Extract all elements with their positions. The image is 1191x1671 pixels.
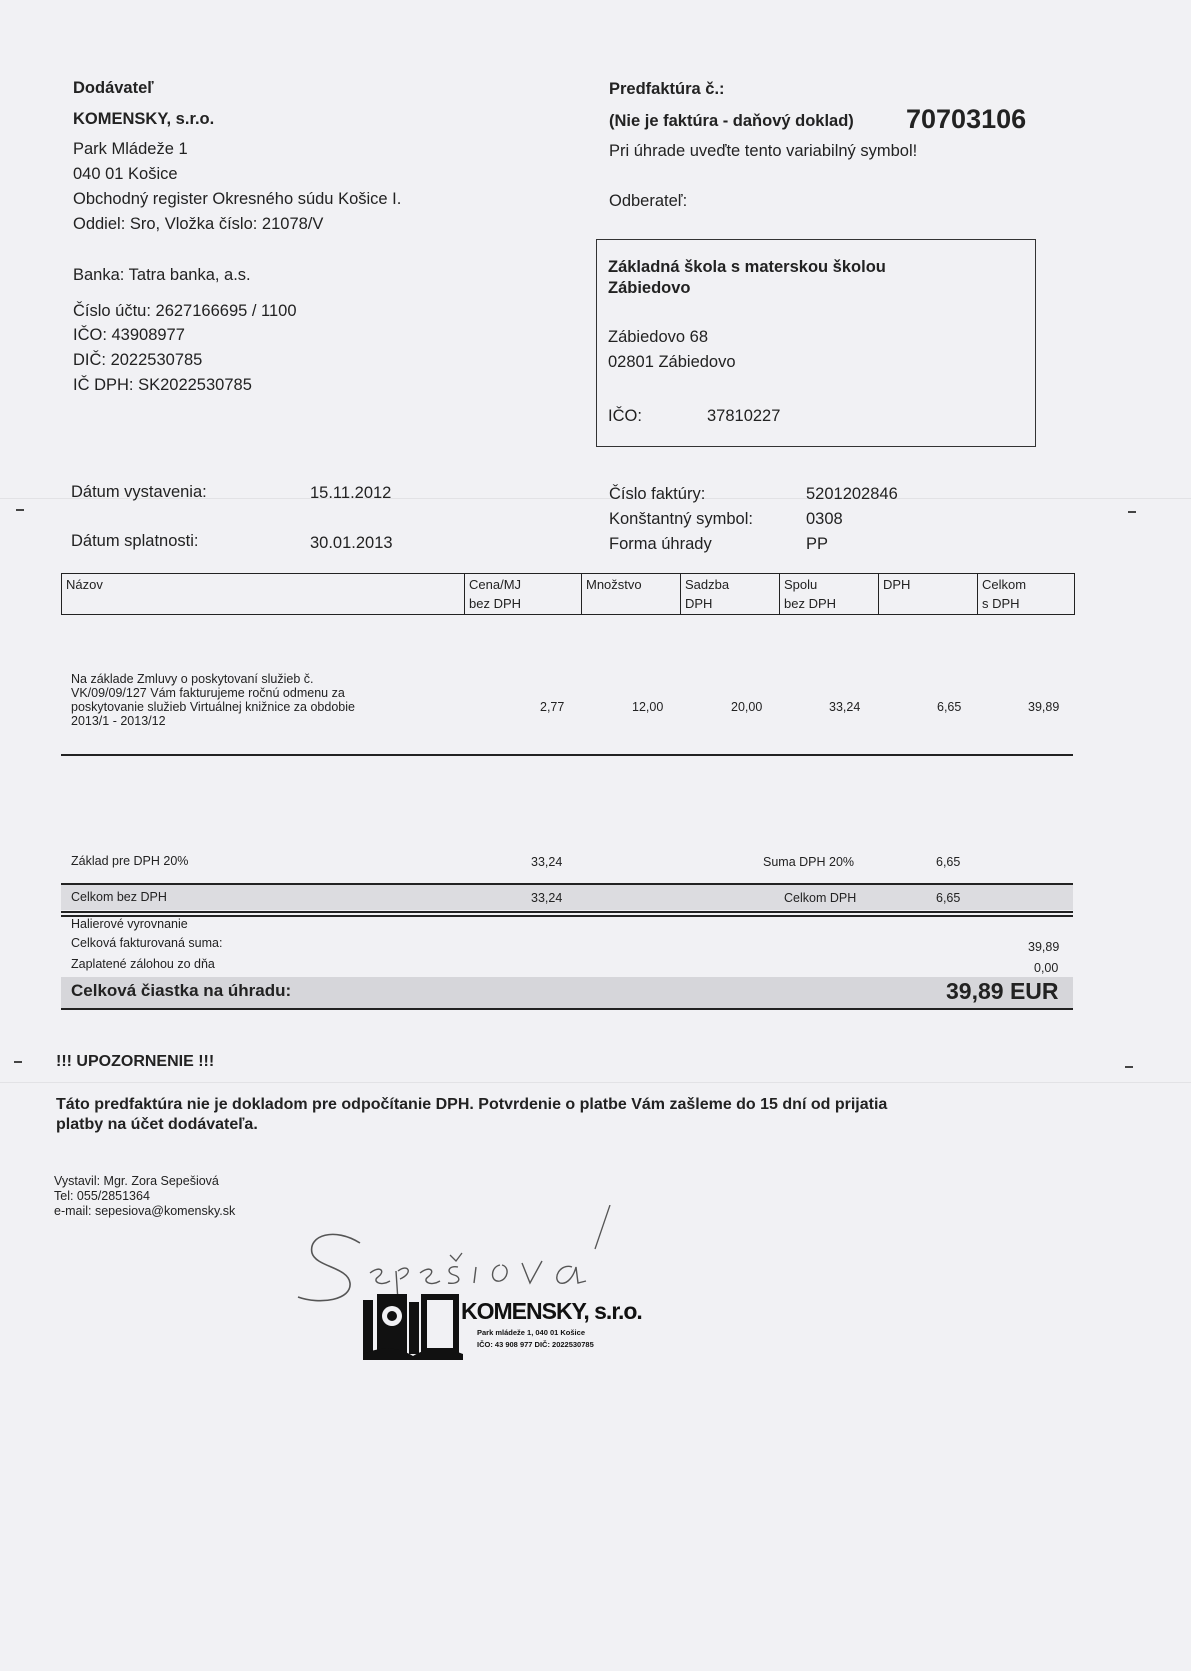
item-description-line: VK/09/09/127 Vám fakturujeme ročnú odmenu za <box>71 686 345 700</box>
supplier-street: Park Mládeže 1 <box>73 140 188 158</box>
due-date-value: 30.01.2013 <box>310 534 393 552</box>
supplier-heading: Dodávateľ <box>73 79 154 97</box>
issuer-email: e-mail: sepesiova@komensky.sk <box>54 1204 236 1218</box>
column-header-subtotal: Spolu bez DPH <box>779 574 878 614</box>
column-header-name: Názov <box>66 577 103 592</box>
issuer-name: Vystavil: Mgr. Zora Sepešiová <box>54 1174 219 1188</box>
proforma-title: Predfaktúra č.: <box>609 80 725 98</box>
customer-name-line1: Základná škola s materskou školou <box>608 258 886 276</box>
net-total-label: Celkom bez DPH <box>71 890 167 904</box>
proforma-number: 70703106 <box>906 104 1027 134</box>
column-header-vat: DPH <box>878 574 977 614</box>
column-header-total: Celkom s DPH <box>977 574 1074 614</box>
margin-dash <box>16 509 24 511</box>
stamp-ids: IČO: 43 908 977 DIČ: 2022530785 <box>477 1340 594 1349</box>
invoiced-sum-label: Celková fakturovaná suma: <box>71 936 223 950</box>
payment-form-label: Forma úhrady <box>609 535 712 553</box>
summary-divider <box>61 1008 1073 1010</box>
constant-symbol-label: Konštantný symbol: <box>609 510 753 528</box>
customer-street: Zábiedovo 68 <box>608 328 708 346</box>
supplier-account: Číslo účtu: 2627166695 / 1100 <box>73 302 297 320</box>
issue-date-label: Dátum vystavenia: <box>71 483 207 501</box>
vat-sum-value: 6,65 <box>936 855 961 869</box>
constant-symbol-value: 0308 <box>806 510 843 528</box>
item-subtotal: 33,24 <box>829 700 861 714</box>
vat-base-label: Základ pre DPH 20% <box>71 854 189 868</box>
item-description-line: Na základe Zmluvy o poskytovaní služieb č. <box>71 672 314 686</box>
margin-dash <box>1128 511 1136 513</box>
advance-paid-value: 0,00 <box>1034 961 1059 975</box>
net-total-value: 33,24 <box>531 891 563 905</box>
customer-ico-value: 37810227 <box>707 407 781 425</box>
column-header-vat-rate: Sadzba DPH <box>680 574 779 614</box>
customer-city: 02801 Zábiedovo <box>608 353 736 371</box>
invoiced-sum-value: 39,89 <box>1028 940 1060 954</box>
supplier-icdph: IČ DPH: SK2022530785 <box>73 376 252 394</box>
supplier-dic: DIČ: 2022530785 <box>73 351 203 369</box>
vat-base-value: 33,24 <box>531 855 563 869</box>
item-description-line: poskytovanie služieb Virtuálnej knižnice za obdobie <box>71 700 355 714</box>
vat-sum-label: Suma DPH 20% <box>763 855 855 869</box>
proforma-instruction: Pri úhrade uveďte tento variabilný symbol! <box>609 142 918 160</box>
column-header-unit-price: Cena/MJ bez DPH <box>464 574 581 614</box>
margin-dash <box>1125 1066 1133 1068</box>
amount-due-value: 39,89 EUR <box>946 978 1059 1004</box>
paper-fold <box>0 1082 1191 1083</box>
supplier-name: KOMENSKY, s.r.o. <box>73 110 215 128</box>
supplier-ico: IČO: 43908977 <box>73 326 185 344</box>
summary-divider <box>61 911 1073 913</box>
margin-dash <box>14 1061 22 1063</box>
items-table-header <box>61 573 1075 615</box>
proforma-note: (Nie je faktúra - daňový doklad) <box>609 112 854 130</box>
table-divider <box>61 754 1073 756</box>
rounding-label: Halierové vyrovnanie <box>71 917 188 931</box>
issuer-phone: Tel: 055/2851364 <box>54 1189 150 1203</box>
item-vat-rate: 20,00 <box>731 700 763 714</box>
vat-total-label: Celkom DPH <box>784 891 857 905</box>
invoice-number-label: Číslo faktúry: <box>609 485 706 503</box>
due-date-label: Dátum splatnosti: <box>71 532 199 550</box>
item-quantity: 12,00 <box>632 700 664 714</box>
customer-name-line2: Zábiedovo <box>608 279 691 297</box>
customer-label: Odberateľ: <box>609 192 688 210</box>
stamp-company-name: KOMENSKY, s.r.o. <box>461 1298 642 1324</box>
item-total: 39,89 <box>1028 700 1060 714</box>
supplier-city: 040 01 Košice <box>73 165 178 183</box>
item-unit-price: 2,77 <box>540 700 565 714</box>
amount-due-label: Celková čiastka na úhradu: <box>71 981 292 1000</box>
warning-text-line2: platby na účet dodávateľa. <box>56 1116 258 1133</box>
supplier-register: Obchodný register Okresného súdu Košice I. <box>73 190 402 208</box>
warning-text-line1: Táto predfaktúra nie je dokladom pre odpočítanie DPH. Potvrdenie o platbe Vám zašleme do 15 dní od prijatia <box>56 1096 888 1113</box>
item-vat: 6,65 <box>937 700 962 714</box>
summary-divider <box>61 915 1073 917</box>
advance-paid-label: Zaplatené zálohou zo dňa <box>71 957 215 971</box>
payment-form-value: PP <box>806 535 829 553</box>
warning-title: !!! UPOZORNENIE !!! <box>56 1053 215 1070</box>
net-total-band <box>61 885 1073 910</box>
supplier-section: Oddiel: Sro, Vložka číslo: 21078/V <box>73 215 324 233</box>
vat-total-value: 6,65 <box>936 891 961 905</box>
item-description-line: 2013/1 - 2013/12 <box>71 714 166 728</box>
supplier-bank: Banka: Tatra banka, a.s. <box>73 266 251 284</box>
stamp-address: Park mládeže 1, 040 01 Košice <box>477 1328 585 1337</box>
column-header-quantity: Množstvo <box>581 574 680 614</box>
customer-ico-label: IČO: <box>608 407 642 425</box>
issue-date-value: 15.11.2012 <box>310 484 392 502</box>
invoice-number-value: 5201202846 <box>806 485 898 503</box>
